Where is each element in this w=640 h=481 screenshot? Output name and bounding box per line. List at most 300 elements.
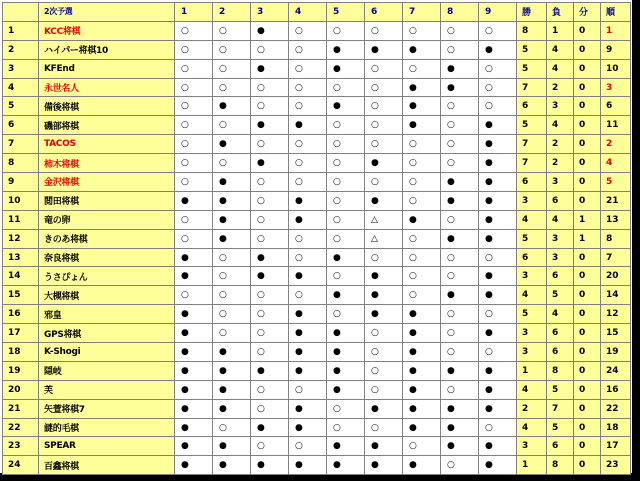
row-number: 21 (3, 399, 39, 418)
result-mark: ○ (289, 135, 327, 154)
result-mark: ● (213, 399, 251, 418)
program-name: K-Shogi (39, 343, 175, 362)
result-mark: ● (403, 210, 441, 229)
table-row (3, 173, 631, 192)
losses-cell: 2 (547, 154, 574, 173)
rank-cell: 10 (601, 59, 631, 78)
result-mark: ○ (251, 78, 289, 97)
result-mark: ○ (403, 248, 441, 267)
result-mark: ● (441, 191, 479, 210)
row-number: 23 (3, 437, 39, 456)
losses-cell: 3 (547, 173, 574, 192)
header-losses: 負 (547, 3, 574, 22)
result-mark: ○ (479, 305, 517, 324)
program-name: きのあ将棋 (39, 229, 175, 248)
program-name: 金沢将棋 (39, 173, 175, 192)
wins-cell: 7 (517, 135, 547, 154)
wins-cell: 1 (517, 456, 547, 475)
result-mark: ○ (441, 324, 479, 343)
losses-cell: 3 (547, 97, 574, 116)
draws-cell: 0 (574, 116, 601, 135)
result-mark: ● (213, 97, 251, 116)
table-row (3, 286, 631, 305)
wins-cell: 3 (517, 267, 547, 286)
wins-cell: 6 (517, 248, 547, 267)
result-mark: ○ (289, 97, 327, 116)
table-row (3, 40, 631, 59)
header-opponent: 9 (479, 3, 517, 22)
result-mark: ● (251, 116, 289, 135)
row-number: 7 (3, 135, 39, 154)
table-row (3, 380, 631, 399)
result-mark: ● (441, 59, 479, 78)
table-row (3, 267, 631, 286)
result-mark: ● (175, 399, 213, 418)
losses-cell: 6 (547, 191, 574, 210)
result-mark: ● (479, 456, 517, 475)
result-mark: ○ (175, 59, 213, 78)
result-mark: ○ (289, 437, 327, 456)
result-mark: ○ (327, 78, 365, 97)
row-number: 5 (3, 97, 39, 116)
result-mark: ● (289, 343, 327, 362)
result-mark: ● (327, 59, 365, 78)
row-number: 19 (3, 361, 39, 380)
losses-cell: 2 (547, 78, 574, 97)
result-mark: ○ (403, 59, 441, 78)
result-mark: ● (365, 40, 403, 59)
result-mark: ○ (251, 343, 289, 362)
result-mark: ○ (175, 116, 213, 135)
draws-cell: 0 (574, 286, 601, 305)
losses-cell: 4 (547, 40, 574, 59)
result-mark: ○ (213, 59, 251, 78)
result-mark: ○ (213, 286, 251, 305)
header-opponent: 7 (403, 3, 441, 22)
wins-cell: 2 (517, 399, 547, 418)
program-name: 邪皇 (39, 305, 175, 324)
rank-cell: 23 (601, 456, 631, 475)
result-mark: ● (479, 40, 517, 59)
result-mark: ○ (327, 418, 365, 437)
wins-cell: 3 (517, 324, 547, 343)
program-name: 閲田将棋 (39, 191, 175, 210)
program-name: 竜の卵 (39, 210, 175, 229)
result-mark: ● (479, 116, 517, 135)
header-opponent: 1 (175, 3, 213, 22)
result-mark: ● (403, 456, 441, 475)
result-mark: ○ (175, 78, 213, 97)
result-mark: ● (251, 418, 289, 437)
result-mark: ○ (441, 380, 479, 399)
result-mark: ○ (213, 40, 251, 59)
result-mark: ○ (289, 40, 327, 59)
draws-cell: 0 (574, 343, 601, 362)
result-mark: ● (175, 267, 213, 286)
losses-cell: 8 (547, 361, 574, 380)
losses-cell: 6 (547, 343, 574, 362)
rank-cell: 4 (601, 154, 631, 173)
result-mark: △ (365, 229, 403, 248)
result-mark: ○ (403, 154, 441, 173)
table-row (3, 59, 631, 78)
program-name: 柿木将棋 (39, 154, 175, 173)
result-mark: ● (327, 437, 365, 456)
row-number: 16 (3, 305, 39, 324)
rank-cell: 5 (601, 173, 631, 192)
wins-cell: 4 (517, 286, 547, 305)
losses-cell: 4 (547, 116, 574, 135)
losses-cell: 4 (547, 59, 574, 78)
losses-cell: 4 (547, 210, 574, 229)
draws-cell: 1 (574, 210, 601, 229)
result-mark: ● (213, 456, 251, 475)
result-mark: ○ (289, 78, 327, 97)
header-draws: 分 (574, 3, 601, 22)
rank-cell: 2 (601, 135, 631, 154)
program-name: 永世名人 (39, 78, 175, 97)
result-mark: ● (479, 399, 517, 418)
wins-cell: 4 (517, 210, 547, 229)
row-number: 3 (3, 59, 39, 78)
header-opponent: 5 (327, 3, 365, 22)
result-mark: ○ (365, 248, 403, 267)
table-row (3, 437, 631, 456)
result-mark: ○ (175, 210, 213, 229)
table-row (3, 324, 631, 343)
result-mark: ● (289, 324, 327, 343)
wins-cell: 5 (517, 229, 547, 248)
result-mark: ● (365, 399, 403, 418)
result-mark: ○ (441, 248, 479, 267)
result-mark: ● (213, 135, 251, 154)
result-mark: ○ (251, 380, 289, 399)
result-mark: ● (175, 418, 213, 437)
result-mark: ● (213, 191, 251, 210)
row-number: 17 (3, 324, 39, 343)
result-mark: ● (175, 305, 213, 324)
result-mark: ● (213, 229, 251, 248)
result-mark: ● (251, 59, 289, 78)
result-mark: ● (175, 324, 213, 343)
result-mark: ○ (289, 380, 327, 399)
result-mark: ● (479, 324, 517, 343)
draws-cell: 0 (574, 418, 601, 437)
row-number: 12 (3, 229, 39, 248)
wins-cell: 6 (517, 97, 547, 116)
result-mark: ○ (251, 191, 289, 210)
header-wins: 勝 (517, 3, 547, 22)
result-mark: ○ (251, 286, 289, 305)
result-mark: ○ (365, 361, 403, 380)
rank-cell: 1 (601, 21, 631, 40)
result-mark: ○ (365, 97, 403, 116)
losses-cell: 7 (547, 399, 574, 418)
draws-cell: 0 (574, 78, 601, 97)
result-mark: ● (251, 456, 289, 475)
rank-cell: 15 (601, 324, 631, 343)
result-mark: ● (289, 418, 327, 437)
rank-cell: 16 (601, 380, 631, 399)
result-mark: ● (441, 286, 479, 305)
result-mark: ○ (479, 97, 517, 116)
result-mark: ● (441, 173, 479, 192)
draws-cell: 0 (574, 97, 601, 116)
row-number: 14 (3, 267, 39, 286)
rank-cell: 13 (601, 210, 631, 229)
draws-cell: 0 (574, 191, 601, 210)
result-mark: ● (479, 380, 517, 399)
result-mark: ○ (441, 40, 479, 59)
row-number: 9 (3, 173, 39, 192)
result-mark: ○ (175, 21, 213, 40)
result-mark: ○ (251, 324, 289, 343)
result-mark: ○ (289, 21, 327, 40)
result-mark: ○ (441, 135, 479, 154)
result-mark: ○ (251, 40, 289, 59)
result-mark: ○ (479, 343, 517, 362)
result-mark: ○ (479, 59, 517, 78)
result-mark: ○ (327, 135, 365, 154)
result-mark: ● (403, 305, 441, 324)
result-mark: ● (441, 437, 479, 456)
result-mark: ● (251, 361, 289, 380)
losses-cell: 8 (547, 456, 574, 475)
draws-cell: 0 (574, 248, 601, 267)
result-mark: ○ (327, 305, 365, 324)
result-mark: ○ (441, 154, 479, 173)
result-mark: ○ (213, 116, 251, 135)
losses-cell: 3 (547, 229, 574, 248)
program-name: 隠岐 (39, 361, 175, 380)
result-mark: ● (175, 191, 213, 210)
result-mark: ○ (365, 116, 403, 135)
result-mark: ● (175, 380, 213, 399)
result-mark: ○ (327, 191, 365, 210)
table-row (3, 456, 631, 475)
result-mark: ○ (403, 229, 441, 248)
result-mark: ● (479, 437, 517, 456)
result-mark: ● (403, 40, 441, 59)
result-mark: ● (175, 248, 213, 267)
result-mark: ● (479, 361, 517, 380)
draws-cell: 0 (574, 173, 601, 192)
result-mark: ○ (365, 78, 403, 97)
header-no-cell (3, 3, 39, 22)
program-name: うさぴょん (39, 267, 175, 286)
result-mark: ○ (365, 380, 403, 399)
result-mark: ○ (441, 343, 479, 362)
result-mark: ● (289, 456, 327, 475)
result-mark: ○ (441, 267, 479, 286)
losses-cell: 6 (547, 437, 574, 456)
result-mark: △ (365, 210, 403, 229)
result-mark: ○ (365, 135, 403, 154)
result-mark: ○ (289, 59, 327, 78)
result-mark: ○ (289, 248, 327, 267)
result-mark: ● (403, 380, 441, 399)
result-mark: ● (175, 361, 213, 380)
result-mark: ● (365, 154, 403, 173)
result-mark: ○ (327, 116, 365, 135)
table-row (3, 154, 631, 173)
table-row (3, 21, 631, 40)
table-row (3, 361, 631, 380)
program-name: 矢萱将棋7 (39, 399, 175, 418)
result-mark: ○ (403, 21, 441, 40)
result-mark: ○ (327, 399, 365, 418)
header-opponent: 8 (441, 3, 479, 22)
result-mark: ● (213, 210, 251, 229)
draws-cell: 0 (574, 437, 601, 456)
row-number: 20 (3, 380, 39, 399)
rank-cell: 6 (601, 97, 631, 116)
result-mark: ● (327, 97, 365, 116)
table-row (3, 78, 631, 97)
losses-cell: 5 (547, 418, 574, 437)
result-mark: ● (251, 267, 289, 286)
result-mark: ○ (289, 173, 327, 192)
losses-cell: 6 (547, 267, 574, 286)
result-mark: ● (365, 437, 403, 456)
result-mark: ● (403, 418, 441, 437)
result-mark: ● (365, 267, 403, 286)
wins-cell: 5 (517, 116, 547, 135)
wins-cell: 3 (517, 437, 547, 456)
rank-cell: 18 (601, 418, 631, 437)
row-number: 24 (3, 456, 39, 475)
wins-cell: 1 (517, 361, 547, 380)
result-mark: ○ (327, 210, 365, 229)
result-mark: ○ (175, 286, 213, 305)
result-mark: ● (175, 343, 213, 362)
result-mark: ○ (213, 267, 251, 286)
program-name: 大槻将棋 (39, 286, 175, 305)
result-mark: ○ (251, 399, 289, 418)
header-opponent: 2 (213, 3, 251, 22)
result-mark: ● (479, 286, 517, 305)
draws-cell: 0 (574, 399, 601, 418)
result-mark: ● (289, 191, 327, 210)
wins-cell: 5 (517, 305, 547, 324)
losses-cell: 2 (547, 135, 574, 154)
draws-cell: 0 (574, 21, 601, 40)
result-mark: ○ (213, 418, 251, 437)
wins-cell: 7 (517, 78, 547, 97)
result-mark: ● (289, 210, 327, 229)
result-mark: ● (441, 361, 479, 380)
row-number: 8 (3, 154, 39, 173)
result-mark: ● (403, 399, 441, 418)
result-mark: ○ (403, 173, 441, 192)
result-mark: ● (213, 380, 251, 399)
result-mark: ● (403, 97, 441, 116)
rank-cell: 21 (601, 191, 631, 210)
wins-cell: 3 (517, 343, 547, 362)
results-table (2, 2, 631, 475)
result-mark: ○ (479, 248, 517, 267)
result-mark: ● (479, 229, 517, 248)
result-mark: ● (327, 380, 365, 399)
result-mark: ● (403, 78, 441, 97)
result-mark: ● (327, 248, 365, 267)
result-mark: ○ (327, 267, 365, 286)
draws-cell: 0 (574, 324, 601, 343)
result-mark: ○ (251, 135, 289, 154)
result-mark: ○ (327, 173, 365, 192)
wins-cell: 5 (517, 59, 547, 78)
result-mark: ○ (213, 21, 251, 40)
result-mark: ● (403, 116, 441, 135)
result-mark: ○ (441, 210, 479, 229)
result-mark: ○ (365, 324, 403, 343)
wins-cell: 4 (517, 418, 547, 437)
program-name: 芙 (39, 380, 175, 399)
rank-cell: 17 (601, 437, 631, 456)
result-mark: ● (213, 361, 251, 380)
row-number: 22 (3, 418, 39, 437)
header-row (3, 3, 631, 22)
result-mark: ○ (251, 229, 289, 248)
result-mark: ○ (365, 59, 403, 78)
losses-cell: 5 (547, 380, 574, 399)
rank-cell: 12 (601, 305, 631, 324)
losses-cell: 5 (547, 286, 574, 305)
result-mark: ● (479, 135, 517, 154)
header-opponent: 6 (365, 3, 403, 22)
result-mark: ● (289, 399, 327, 418)
result-mark: ○ (251, 305, 289, 324)
result-mark: ● (289, 361, 327, 380)
draws-cell: 1 (574, 229, 601, 248)
draws-cell: 0 (574, 267, 601, 286)
program-name: 備後将棋 (39, 97, 175, 116)
result-mark: ○ (441, 116, 479, 135)
losses-cell: 1 (547, 21, 574, 40)
table-row (3, 305, 631, 324)
rank-cell: 3 (601, 78, 631, 97)
rank-cell: 24 (601, 361, 631, 380)
row-number: 1 (3, 21, 39, 40)
result-mark: ○ (289, 229, 327, 248)
result-mark: ● (479, 173, 517, 192)
result-mark: ○ (289, 286, 327, 305)
result-mark: ○ (175, 154, 213, 173)
result-mark: ● (175, 456, 213, 475)
result-mark: ○ (175, 173, 213, 192)
result-mark: ○ (441, 21, 479, 40)
result-mark: ● (289, 267, 327, 286)
result-mark: ○ (175, 40, 213, 59)
result-mark: ● (365, 191, 403, 210)
result-mark: ● (403, 343, 441, 362)
result-mark: ● (289, 116, 327, 135)
result-mark: ○ (327, 21, 365, 40)
result-mark: ● (175, 437, 213, 456)
table-row (3, 97, 631, 116)
rank-cell: 7 (601, 248, 631, 267)
sheet-title: 2次予選 (39, 3, 175, 22)
wins-cell: 6 (517, 173, 547, 192)
result-mark: ○ (327, 154, 365, 173)
draws-cell: 0 (574, 59, 601, 78)
result-mark: ○ (289, 154, 327, 173)
row-number: 2 (3, 40, 39, 59)
row-number: 6 (3, 116, 39, 135)
rank-cell: 8 (601, 229, 631, 248)
rank-cell: 9 (601, 40, 631, 59)
result-mark: ○ (403, 286, 441, 305)
